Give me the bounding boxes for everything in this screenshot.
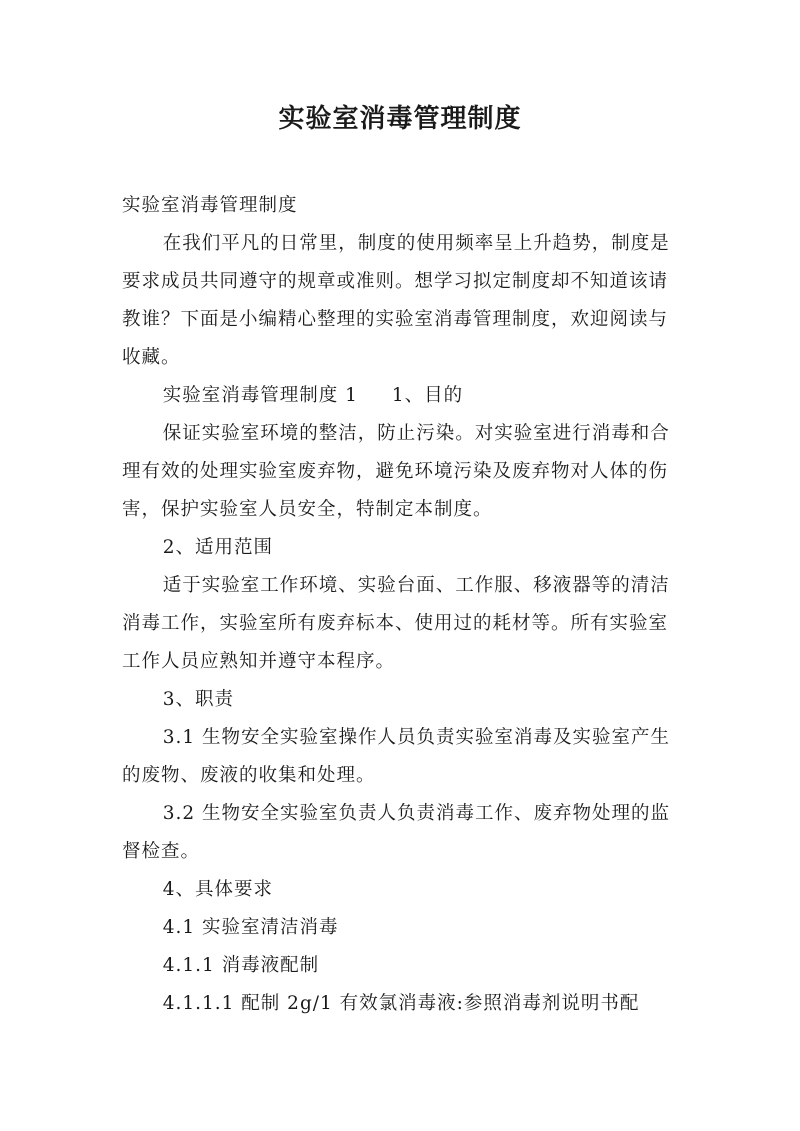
- item4-1-1-1-paragraph: 4.1.1.1 配制 2g/1 有效氯消毒液:参照消毒剂说明书配: [162, 993, 640, 1014]
- section-heading: 实验室消毒管理制度 1: [162, 385, 358, 406]
- item3-2-paragraph: 3.2 生物安全实验室负责人负责消毒工作、废弃物处理的监督检查。: [122, 803, 670, 862]
- item3-heading: 3、职责: [162, 689, 234, 710]
- item1-paragraph: 保证实验室环境的整洁，防止污染。对实验室进行消毒和合理有效的处理实验室废弃物，避免环境污染及废弃物对人体的伤害，保护实验室人员安全，特制定本制度。: [122, 423, 670, 520]
- item3-1-paragraph: 3.1 生物安全实验室操作人员负责实验室消毒及实验室产生的废物、废液的收集和处理。: [122, 727, 670, 786]
- item4-heading: 4、具体要求: [162, 879, 273, 900]
- intro-paragraph: 在我们平凡的日常里，制度的使用频率呈上升趋势，制度是要求成员共同遵守的规章或准则。想学习拟定制度却不知道该请教谁？下面是小编精心整理的实验室消毒管理制度，欢迎阅读与收藏。: [122, 233, 670, 368]
- subtitle: 实验室消毒管理制度: [122, 195, 298, 216]
- section-heading-line: [122, 377, 678, 415]
- item1-heading: 1、目的: [391, 385, 464, 406]
- item2-heading: 2、适用范围: [162, 537, 273, 558]
- item4-1-1-heading: 4.1.1 消毒液配制: [162, 955, 320, 976]
- document-body: [122, 187, 678, 1023]
- item4-1-heading: 4.1 实验室清洁消毒: [162, 917, 339, 938]
- document-title: 实验室消毒管理制度: [278, 104, 522, 134]
- item2-paragraph: 适于实验室工作环境、实验台面、工作服、移液器等的清洁消毒工作，实验室所有废弃标本、使用过的耗材等。所有实验室工作人员应熟知并遵守本程序。: [122, 575, 670, 672]
